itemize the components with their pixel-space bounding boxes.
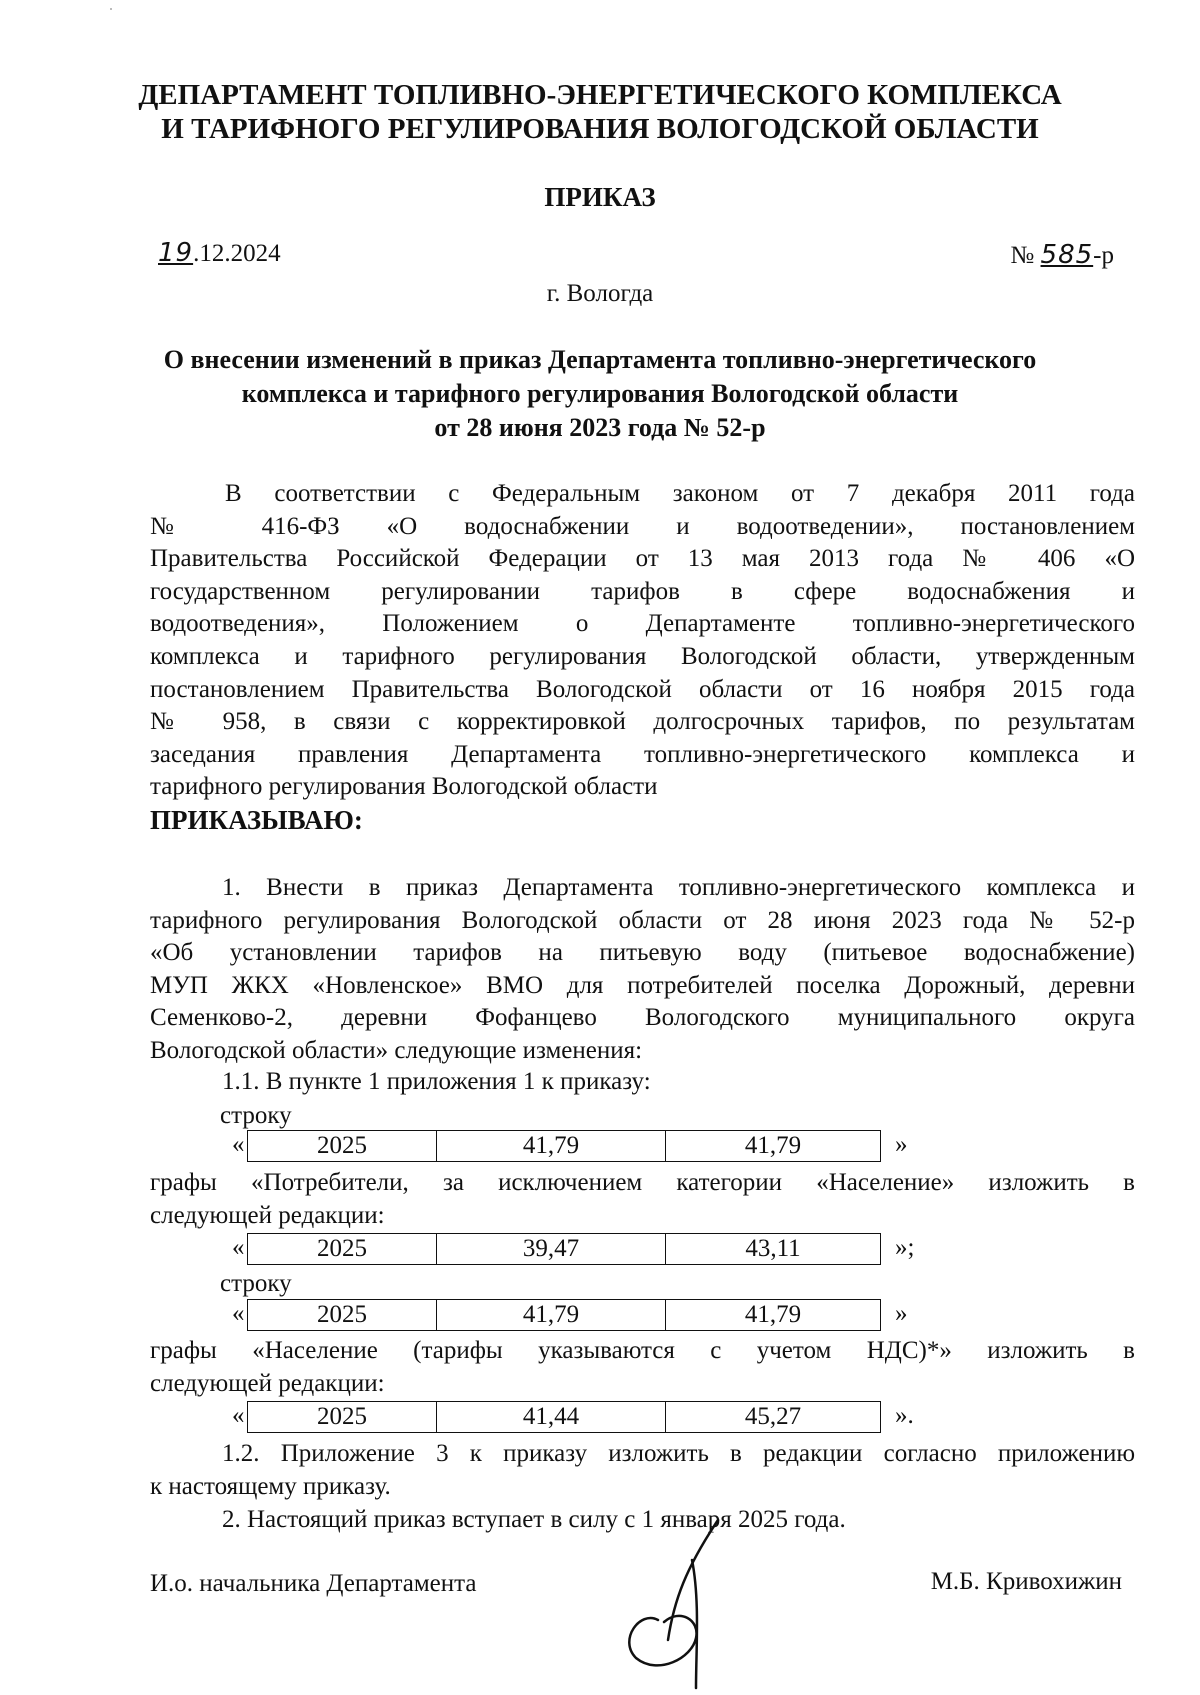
number-handwritten: 585 (1040, 240, 1094, 270)
row-value-1: 39,47 (437, 1234, 666, 1265)
row-close-quote: »; (895, 1234, 915, 1261)
number-suffix: -р (1093, 242, 1114, 269)
item-1-paragraph (150, 872, 1135, 1068)
grafy-2 (150, 1335, 1135, 1400)
row-year: 2025 (248, 1300, 437, 1331)
item-1-2-line: к настоящему приказу. (150, 1472, 391, 1500)
preamble-line: Правительства Российской Федерации от 13 мая 2013 года № 406 «О (150, 545, 1135, 573)
row-value-2: 45,27 (666, 1402, 881, 1433)
row-year: 2025 (248, 1402, 437, 1433)
row-open-quote: « (232, 1402, 245, 1429)
signatory-name: М.Б. Кривохижин (930, 1568, 1122, 1595)
grafy-1-line: графы «Потребители, за исключением категории «Население» изложить в (150, 1169, 1135, 1196)
subject-line-2: комплекса и тарифного регулирования Вологодской области (241, 379, 959, 408)
number-prefix: № (1010, 242, 1041, 269)
preamble-paragraph (150, 478, 1135, 804)
item-1-line: Семенково-2, деревни Фофанцево Вологодского муниципального округа (150, 1004, 1135, 1032)
preamble-line: постановлением Правительства Вологодской области от 16 ноября 2015 года (150, 675, 1135, 703)
date-rest: .12.2024 (193, 240, 281, 267)
scan-artifact (110, 8, 112, 10)
item-1-line: МУП ЖКХ «Новленское» ВМО для потребителей поселка Дорожный, деревни (150, 971, 1135, 999)
row-year: 2025 (248, 1234, 437, 1265)
subject-line-3: от 28 июня 2023 года № 52-р (434, 413, 766, 442)
preamble-line: В соответствии с Федеральным законом от 7 декабря 2011 года (225, 480, 1135, 507)
row-value-2: 41,79 (666, 1131, 881, 1162)
grafy-1 (150, 1167, 1135, 1232)
handwritten-signature (600, 1490, 760, 1690)
subject-line-1: О внесении изменений в приказ Департамента топливно-энергетического (163, 345, 1037, 374)
word-stroku: строку (220, 1102, 292, 1129)
order-date (158, 238, 281, 268)
row-open-quote: « (232, 1131, 245, 1158)
preamble-line: № 416-ФЗ «О водоснабжении и водоотведении», постановлением (150, 512, 1135, 540)
order-subject (0, 343, 1200, 445)
tariff-row-new-2 (247, 1401, 881, 1433)
row-value-2: 43,11 (666, 1234, 881, 1265)
date-day-handwritten: 19 (158, 238, 194, 268)
tariff-row-old-2 (247, 1299, 881, 1331)
item-1-line: 1. Внести в приказ Департамента топливно-энергетического комплекса и (222, 874, 1135, 901)
row-close-quote: » (895, 1300, 908, 1327)
word-stroku: строку (220, 1270, 292, 1297)
item-2: 2. Настоящий приказ вступает в силу с 1 января 2025 года. (222, 1506, 846, 1533)
department-header (0, 78, 1200, 146)
row-close-quote: » (895, 1131, 908, 1158)
grafy-2-line: графы «Население (тарифы указываются с учетом НДС)*» изложить в (150, 1337, 1135, 1364)
row-value-2: 41,79 (666, 1300, 881, 1331)
preamble-line: водоотведения», Положением о Департаменте топливно-энергетического (150, 610, 1135, 638)
tariff-row-new-1 (247, 1233, 881, 1265)
preamble-line: тарифного регулирования Вологодской области (150, 773, 658, 801)
preamble-line: государственном регулировании тарифов в сфере водоснабжения и (150, 577, 1135, 605)
order-word: ПРИКАЗЫВАЮ: (150, 805, 363, 835)
document-type: ПРИКАЗ (544, 182, 656, 212)
item-1-line: тарифного регулирования Вологодской области от 28 июня 2023 года № 52-р (150, 906, 1135, 934)
item-1-line: «Об установлении тарифов на питьевую воду (питьевое водоснабжение) (150, 939, 1135, 967)
row-value-1: 41,79 (437, 1300, 666, 1331)
row-value-1: 41,79 (437, 1131, 666, 1162)
header-line-1: ДЕПАРТАМЕНТ ТОПЛИВНО-ЭНЕРГЕТИЧЕСКОГО КОМПЛЕКСА (138, 79, 1062, 111)
signatory-title: И.о. начальника Департамента (150, 1570, 477, 1597)
grafy-1-line: следующей редакции: (150, 1201, 385, 1229)
row-year: 2025 (248, 1131, 437, 1162)
city: г. Вологда (546, 280, 654, 307)
row-open-quote: « (232, 1234, 245, 1261)
header-line-2: И ТАРИФНОГО РЕГУЛИРОВАНИЯ ВОЛОГОДСКОЙ ОБЛАСТИ (161, 113, 1039, 145)
preamble-line: комплекса и тарифного регулирования Вологодской области, утвержденным (150, 642, 1135, 670)
preamble-line: заседания правления Департамента топливно-энергетического комплекса и (150, 740, 1135, 768)
grafy-2-line: следующей редакции: (150, 1369, 385, 1397)
row-close-quote: ». (895, 1402, 914, 1429)
item-1-2-line: 1.2. Приложение 3 к приказу изложить в редакции согласно приложению (222, 1440, 1135, 1467)
item-1-1: 1.1. В пункте 1 приложения 1 к приказу: (222, 1068, 651, 1095)
row-value-1: 41,44 (437, 1402, 666, 1433)
preamble-line: № 958, в связи с корректировкой долгосрочных тарифов, по результатам (150, 708, 1135, 736)
item-1-line: Вологодской области» следующие изменения: (150, 1036, 643, 1064)
row-open-quote: « (232, 1300, 245, 1327)
tariff-row-old-1 (247, 1130, 881, 1162)
order-number (1010, 240, 1114, 270)
